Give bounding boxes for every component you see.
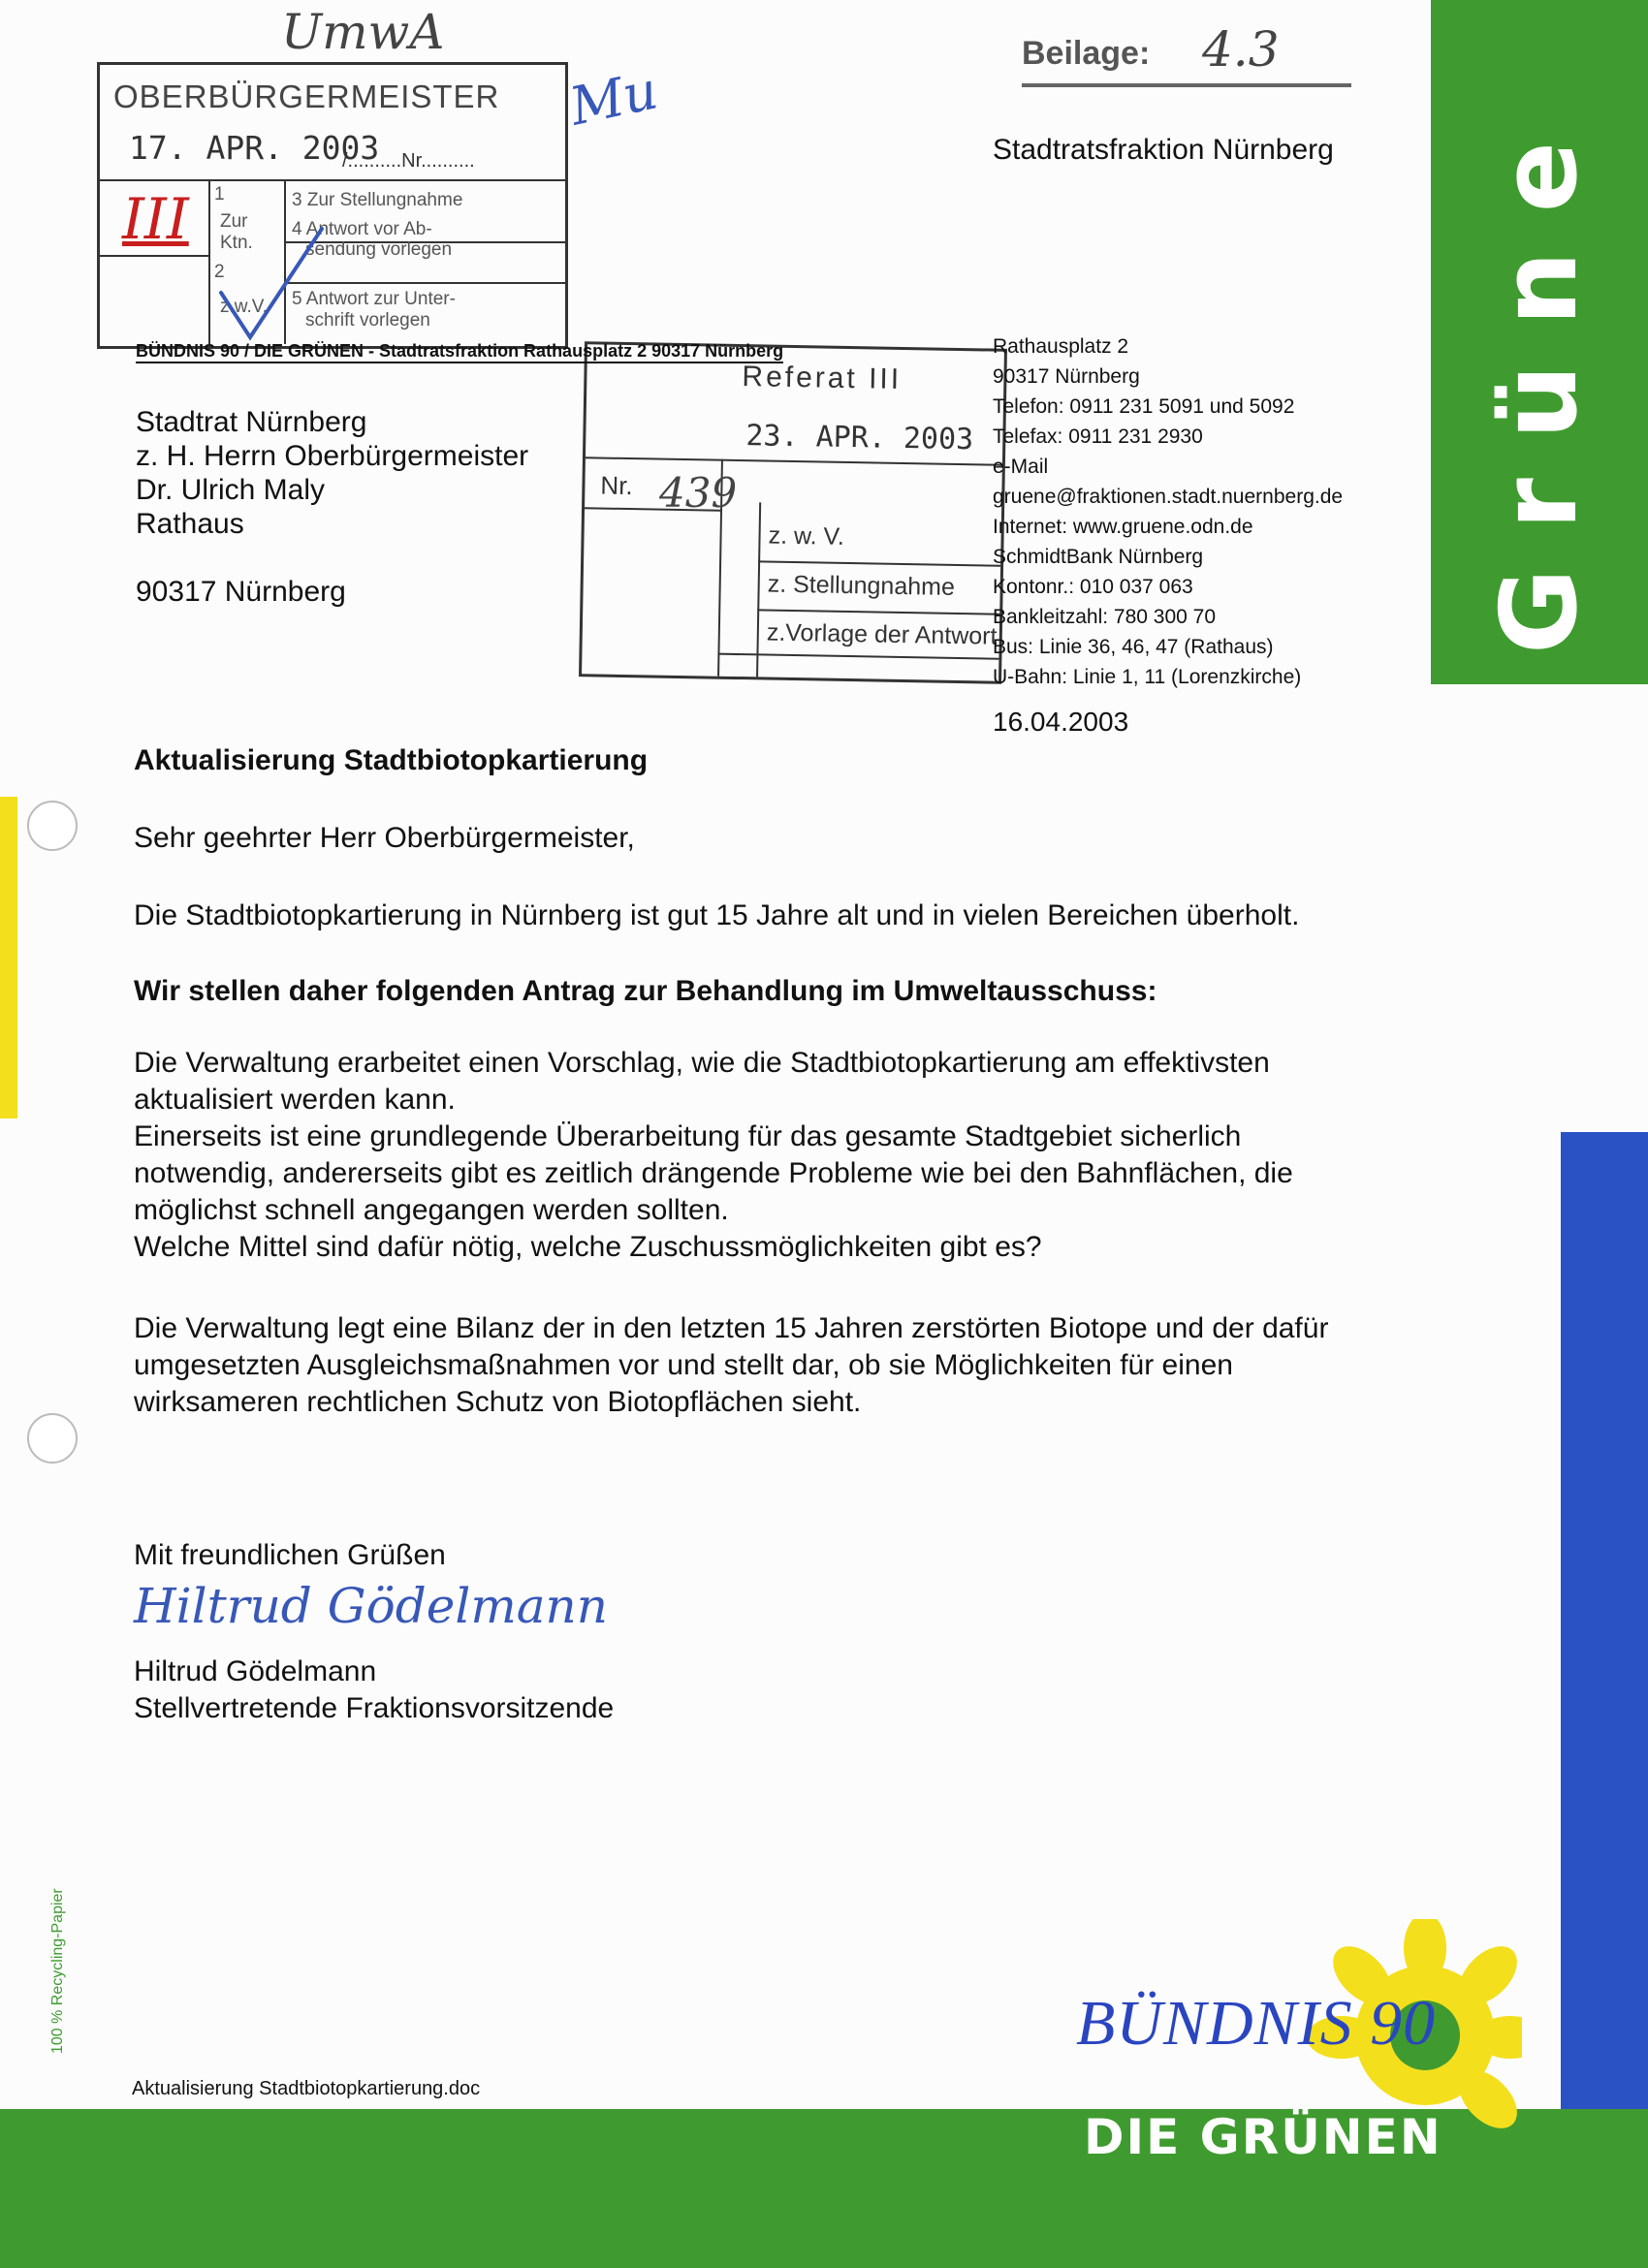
gruene-text: Grüne (1478, 102, 1600, 654)
yellow-margin-bar (0, 797, 17, 1118)
checkmark-icon (213, 223, 330, 349)
stamp-title: OBERBÜRGERMEISTER (113, 79, 500, 114)
contact-line: Telefon: 0911 231 5091 und 5092 (993, 395, 1295, 418)
signature: Hiltrud Gödelmann (134, 1578, 608, 1634)
letter-closing: Mit freundlichen Grüßen (134, 1539, 446, 1571)
contact-line: SchmidtBank Nürnberg (993, 546, 1204, 568)
contact-block (993, 331, 1343, 692)
letter-date: 16.04.2003 (993, 707, 1129, 737)
paragraph-line: möglichst schnell angegangen werden sollten. (134, 1194, 729, 1226)
contact-line: e-Mail (993, 456, 1049, 478)
stamp-divider (758, 560, 1000, 566)
stamp-option: schrift vorlegen (305, 310, 430, 331)
sender-line: BÜNDNIS 90 / DIE GRÜNEN - Stadtratsfraktion Rathausplatz 2 90317 Nürnberg (136, 341, 783, 363)
stamp-cell: Zur (220, 211, 248, 232)
stamp-option: 5 Antwort zur Unter- (292, 289, 456, 309)
signer-role: Stellvertretende Fraktionsvorsitzende (134, 1692, 615, 1724)
paragraph-line: Die Verwaltung erarbeitet einen Vorschlag, wie die Stadtbiotopkartierung am effektivsten (134, 1047, 1270, 1079)
paragraph-line: Welche Mittel sind dafür nötig, welche Zuschussmöglichkeiten gibt es? (134, 1231, 1042, 1263)
stamp-divider (100, 255, 208, 257)
recipient-line: Stadtrat Nürnberg (136, 406, 367, 438)
recipient-line: z. H. Herrn Oberbürgermeister (136, 440, 529, 472)
contact-line: Bus: Linie 36, 46, 47 (Rathaus) (993, 636, 1274, 658)
stamp-option: z. Stellungnahme (767, 570, 956, 601)
letter-salutation: Sehr geehrter Herr Oberbürgermeister, (134, 822, 635, 854)
recycling-note: 100 % Recycling-Papier (49, 1888, 66, 2054)
contact-line: Internet: www.gruene.odn.de (993, 516, 1253, 538)
stamp-option: z. w. V. (768, 521, 845, 551)
stamp-divider (757, 609, 999, 614)
paragraph-line: umgesetzten Ausgleichsmaßnahmen vor und stellt dar, ob sie Möglichkeiten für einen (134, 1349, 1233, 1381)
letter-paragraph (134, 1310, 1328, 1421)
letter-motion: Wir stellen daher folgenden Antrag zur Behandlung im Umweltausschuss: (134, 975, 1157, 1007)
stamp-divider (100, 179, 565, 181)
contact-line: Kontonr.: 010 037 063 (993, 576, 1193, 598)
stamp-cell: 1 (214, 184, 225, 205)
stamp-option: z.Vorlage der Antwort (766, 618, 998, 650)
blue-side-bar (1561, 1132, 1648, 2113)
stamp-cell: 2 (214, 262, 225, 282)
stamp-divider (208, 179, 210, 344)
stamp-nr: /..........Nr.......... (342, 150, 475, 172)
contact-line: Telefax: 0911 231 2930 (993, 425, 1203, 448)
contact-line: Bankleitzahl: 780 300 70 (993, 606, 1217, 628)
stamp-divider (717, 653, 998, 660)
punch-hole-icon (27, 1413, 78, 1464)
handwritten-nr: 439 (659, 469, 738, 517)
handwritten-umwa: UmwA (281, 4, 445, 60)
attachment-number: 4.3 (1202, 21, 1280, 78)
contact-line: U-Bahn: Linie 1, 11 (Lorenzkirche) (993, 666, 1302, 688)
signer-name: Hiltrud Gödelmann (134, 1655, 377, 1687)
paragraph-line: Die Verwaltung legt eine Bilanz der in den letzten 15 Jahren zerstörten Biotope und der dafür (134, 1312, 1329, 1344)
contact-line: Rathausplatz 2 (993, 335, 1129, 358)
stamp-date: 23. APR. 2003 (745, 419, 974, 457)
stamp-divider (756, 502, 761, 677)
logo-die-gruenen: DIE GRÜNEN (1084, 2109, 1442, 2165)
letter-paragraph: Die Stadtbiotopkartierung in Nürnberg ist gut 15 Jahre alt und in vielen Bereichen überholt. (134, 899, 1300, 931)
punch-hole-icon (27, 801, 78, 851)
contact-email: gruene@fraktionen.stadt.nuernberg.de (993, 486, 1344, 508)
org-name: Stadtratsfraktion Nürnberg (993, 134, 1334, 166)
recipient-line: Dr. Ulrich Maly (136, 474, 326, 506)
attachment-rule (1022, 83, 1351, 87)
handwritten-roman-three: III (122, 186, 189, 252)
stamp-cell: Ktn. (220, 233, 253, 253)
recipient-city: 90317 Nürnberg (136, 576, 346, 608)
stamp-divider (586, 457, 1002, 466)
attachment-label: Beilage: (1022, 35, 1151, 72)
handwritten-initials: Mu (564, 59, 663, 138)
stamp-cell: z.w.V. (220, 297, 268, 317)
recipient-address (136, 405, 528, 609)
gruene-vertical-title (1431, 87, 1648, 669)
letter-subject: Aktualisierung Stadtbiotopkartierung (134, 744, 649, 776)
referat-stamp (579, 341, 1007, 684)
stamp-title: Referat III (742, 361, 903, 395)
paragraph-line: Einerseits ist eine grundlegende Überarbeitung für das gesamte Stadtgebiet sicherlich (134, 1120, 1242, 1152)
paragraph-line: aktualisiert werden kann. (134, 1084, 456, 1116)
stamp-nr-label: Nr. (600, 470, 633, 501)
contact-line: 90317 Nürnberg (993, 365, 1140, 388)
stamp-option: 3 Zur Stellungnahme (292, 190, 463, 210)
recipient-line: Rathaus (136, 508, 244, 540)
stamp-date: 17. APR. 2003 (129, 129, 380, 167)
stamp-option: 4 Antwort vor Ab- (292, 219, 432, 239)
stamp-option: sendung vorlegen (305, 239, 453, 260)
logo-buendnis90: BÜNDNIS 90 (1076, 1988, 1437, 2059)
paragraph-line: notwendig, andererseits gibt es zeitlich drängende Probleme wie bei den Bahnflächen, die (134, 1157, 1293, 1189)
letter-paragraph (134, 1045, 1293, 1266)
footer-filename: Aktualisierung Stadtbiotopkartierung.doc (132, 2078, 481, 2099)
paragraph-line: wirksameren rechtlichen Schutz von Biotopflächen sieht. (134, 1386, 862, 1418)
